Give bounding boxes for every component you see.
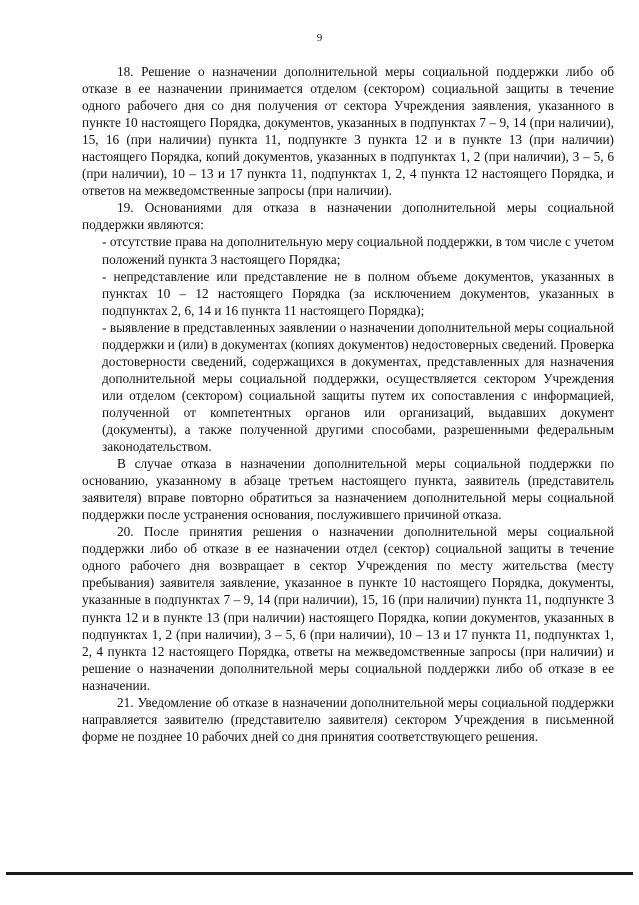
list-item-no-right: - отсутствие права на дополнительную меру социальной поддержки, в том числе с учетом положений пункта 3 настоящего Порядка; bbox=[102, 234, 614, 267]
list-item-missing-documents: - непредставление или представление не в полном объеме документов, указанных в пунктах 10 – 12 настоящего Порядка (за исключением документов, указанных в подпунктах 2, 6, 14 и 16 пункта 11 настоящего Порядка); bbox=[102, 268, 614, 318]
document-body bbox=[82, 63, 614, 745]
paragraph-21: 21. Уведомление об отказе в назначении дополнительной меры социальной поддержки направляется заявителю (представителю заявителя) сектором Учреждения в письменной форме не позднее 10 рабочих дней со дня принятия соответствующего решения. bbox=[82, 694, 614, 744]
paragraph-20: 20. После принятия решения о назначении дополнительной меры социальной поддержки либо об отказе в ее назначении отдел (сектор) социальной защиты в течение одного рабочего дня возвращает в сектор Учреждения по месту жительства (месту пребывания) заявителя заявление, указанное в пункте 10 настоящего Порядка, документы, указанные в подпунктах 7 – 9, 14 (при наличии), 15, 16 (при наличии) пункта 11, подпункте 3 пункта 12 и в пункте 13 (при наличии) настоящего Порядка, копии документов, указанных в подпунктах 1, 2 (при наличии), 3 – 5, 6 (при наличии), 10 – 13 и 17 пункта 11, подпунктах 1, 2, 4 пункта 12 настоящего Порядка, ответы на межведомственные запросы (при наличии) и решение о назначении дополнительной меры социальной поддержки либо об отказе в ее назначении. bbox=[82, 524, 614, 693]
paragraph-repeat-application: В случае отказа в назначении дополнительной меры социальной поддержки по основанию, указанному в абзаце третьем настоящего пункта, заявитель (представитель заявителя) вправе повторно обратиться за назначением дополнительной меры социальной поддержки после устранения основания, послужившего причиной отказа. bbox=[82, 456, 614, 523]
paragraph-18: 18. Решение о назначении дополнительной меры социальной поддержки либо об отказе в ее назначении принимается отделом (сектором) социальной защиты в течение одного рабочего дня со дня получения от сектора Учреждения заявления, указанного в пункте 10 настоящего Порядка, документов, указанных в подпунктах 7 – 9, 14 (при наличии), 15, 16 (при наличии) пункта 11, подпункте 3 пункта 12 и в пункте 13 (при наличии) настоящего Порядка, копий документов, указанных в подпунктах 1, 2 (при наличии), 3 – 5, 6 (при наличии), 10 – 13 и 17 пункта 11, подпунктах 1, 2, 4 пункта 12 настоящего Порядка, и ответов на межведомственные запросы (при наличии). bbox=[82, 64, 614, 199]
bottom-rule bbox=[6, 872, 633, 875]
page-number: 9 bbox=[316, 32, 323, 44]
list-item-false-information: - выявление в представленных заявлении о назначении дополнительной меры социальной поддержки и (или) в документах (копиях документов) недостоверных сведений. Проверка достоверности сведений, содержащихся в документах, представленных для назначения дополнительной меры социальной поддержки, осуществляется сектором Учреждения или отделом (сектором) социальной защиты путем их сопоставления с информацией, полученной от компетентных органов или организаций, выдавших документ (документы), а также полученной другими способами, разрешенными федеральным законодательством. bbox=[102, 319, 614, 455]
paragraph-19: 19. Основаниями для отказа в назначении дополнительной меры социальной поддержки являются: bbox=[82, 200, 614, 233]
